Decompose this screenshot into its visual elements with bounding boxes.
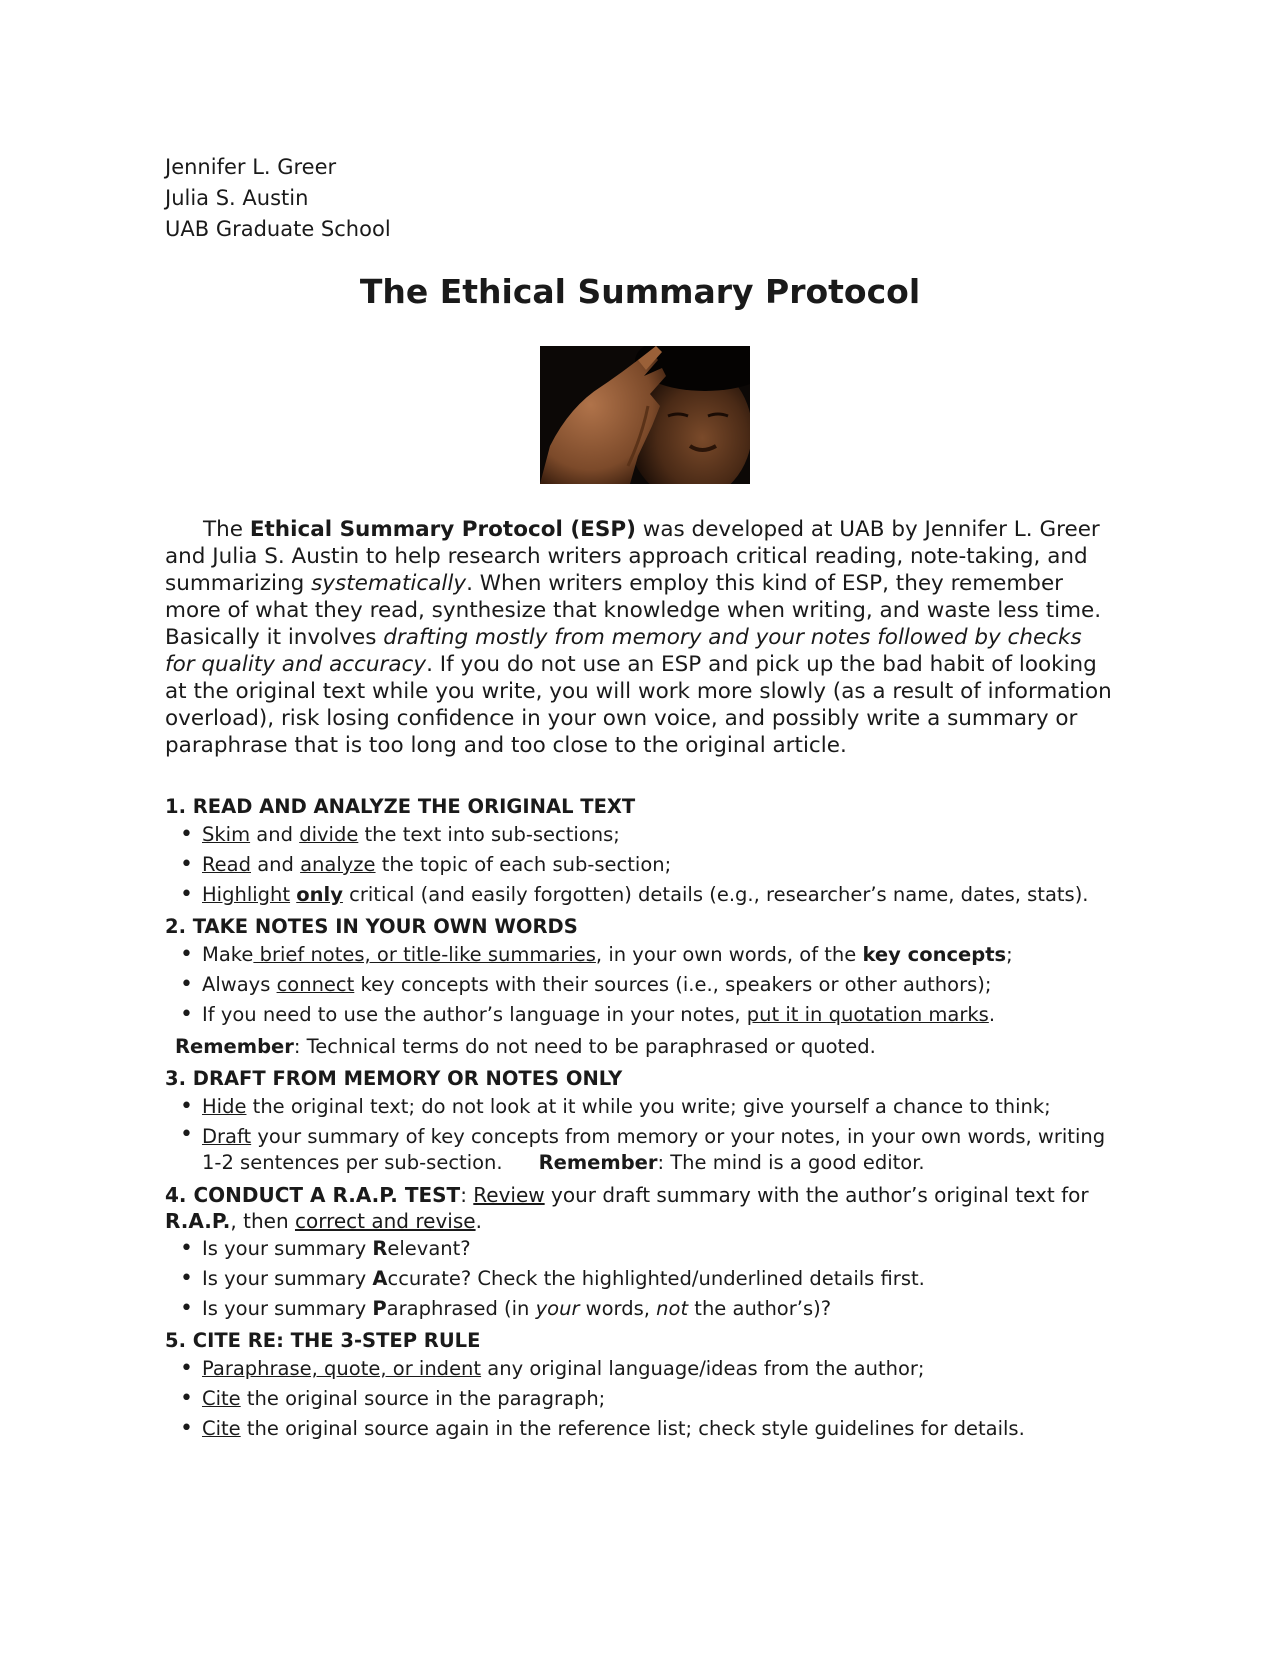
author-name-1: Jennifer L. Greer bbox=[165, 155, 337, 179]
step-2-list bbox=[165, 940, 1125, 1030]
step-2-item-1: • Make brief notes, or title-like summaries, in your own words, of the key concepts; bbox=[175, 940, 1125, 970]
step-4-heading: 4. CONDUCT A R.A.P. TEST: Review your draft summary with the author’s original text for R.A.P., then correct and revise. bbox=[165, 1183, 1089, 1233]
step-3-item-2: • Draft your summary of key concepts from memory or your notes, in your own words, writing 1-2 sentences per sub-section. Remember: The mind is a good editor. bbox=[175, 1122, 1125, 1178]
step-2-item-2: • Always connect key concepts with their sources (i.e., speakers or other authors); bbox=[175, 970, 1125, 1000]
intro-text-4: . If you do not use an ESP and pick up the bad habit of looking at the original text while you write, you will work more slowly (as a result of information overload), risk losing confidence in your own voice, and possibly write a summary or paraphrase that is too long and too close to the original article. bbox=[165, 652, 1112, 758]
intro-text-2: was developed at UAB by Jennifer L. Greer and Julia S. Austin to help research writers approach critical reading, note-taking, and summarizing bbox=[165, 517, 1100, 596]
step-5-list bbox=[165, 1354, 1125, 1444]
intro-text-1: The bbox=[203, 517, 250, 542]
step-1-list bbox=[165, 820, 1125, 910]
document-title: The Ethical Summary Protocol bbox=[359, 272, 921, 311]
photo-illustration bbox=[540, 346, 750, 484]
intro-esp-term: Ethical Summary Protocol (ESP) bbox=[249, 517, 636, 542]
protocol-steps bbox=[165, 794, 1125, 1448]
intro-paragraph bbox=[165, 516, 1113, 759]
step-2-item-3: • If you need to use the author’s language in your notes, put it in quotation marks. bbox=[175, 1000, 1125, 1030]
step-1-item-2: • Read and analyze the topic of each sub-section; bbox=[175, 850, 1125, 880]
step-3-item-1: • Hide the original text; do not look at it while you write; give yourself a chance to think; bbox=[175, 1092, 1125, 1122]
step-2-remember-note: Remember: Technical terms do not need to be paraphrased or quoted. bbox=[175, 1035, 876, 1058]
step-1-item-1: • Skim and divide the text into sub-sections; bbox=[175, 820, 1125, 850]
step-4-list bbox=[165, 1234, 1125, 1324]
intro-emphasis-systematically: systematically bbox=[311, 571, 467, 596]
step-1-item-3: • Highlight only critical (and easily forgotten) details (e.g., researcher’s name, dates, stats). bbox=[175, 880, 1125, 910]
step-3-list bbox=[165, 1092, 1125, 1178]
institution: UAB Graduate School bbox=[165, 217, 391, 241]
step-3-heading: 3. DRAFT FROM MEMORY OR NOTES ONLY bbox=[165, 1067, 623, 1090]
step-5-item-1: • Paraphrase, quote, or indent any original language/ideas from the author; bbox=[175, 1354, 1125, 1384]
step-4-item-1: • Is your summary Relevant? bbox=[175, 1234, 1125, 1264]
step-5-heading: 5. CITE RE: THE 3-STEP RULE bbox=[165, 1329, 481, 1352]
author-block bbox=[165, 152, 391, 245]
intro-emphasis-drafting: drafting mostly from memory and your notes followed by checks for quality and accuracy bbox=[165, 625, 1082, 677]
step-2-heading: 2. TAKE NOTES IN YOUR OWN WORDS bbox=[165, 915, 578, 938]
author-name-2: Julia S. Austin bbox=[165, 186, 309, 210]
step-5-item-2: • Cite the original source in the paragraph; bbox=[175, 1384, 1125, 1414]
thinking-person-photo bbox=[540, 346, 750, 484]
step-1-heading: 1. READ AND ANALYZE THE ORIGINAL TEXT bbox=[165, 795, 636, 818]
step-4-item-2: • Is your summary Accurate? Check the highlighted/underlined details first. bbox=[175, 1264, 1125, 1294]
step-5-item-3: • Cite the original source again in the reference list; check style guidelines for details. bbox=[175, 1414, 1125, 1444]
step-4-item-3: • Is your summary Paraphrased (in your words, not the author’s)? bbox=[175, 1294, 1125, 1324]
intro-text-3: . When writers employ this kind of ESP, they remember more of what they read, synthesize that knowledge when writing, and waste less time. Basically it involves bbox=[165, 571, 1102, 650]
